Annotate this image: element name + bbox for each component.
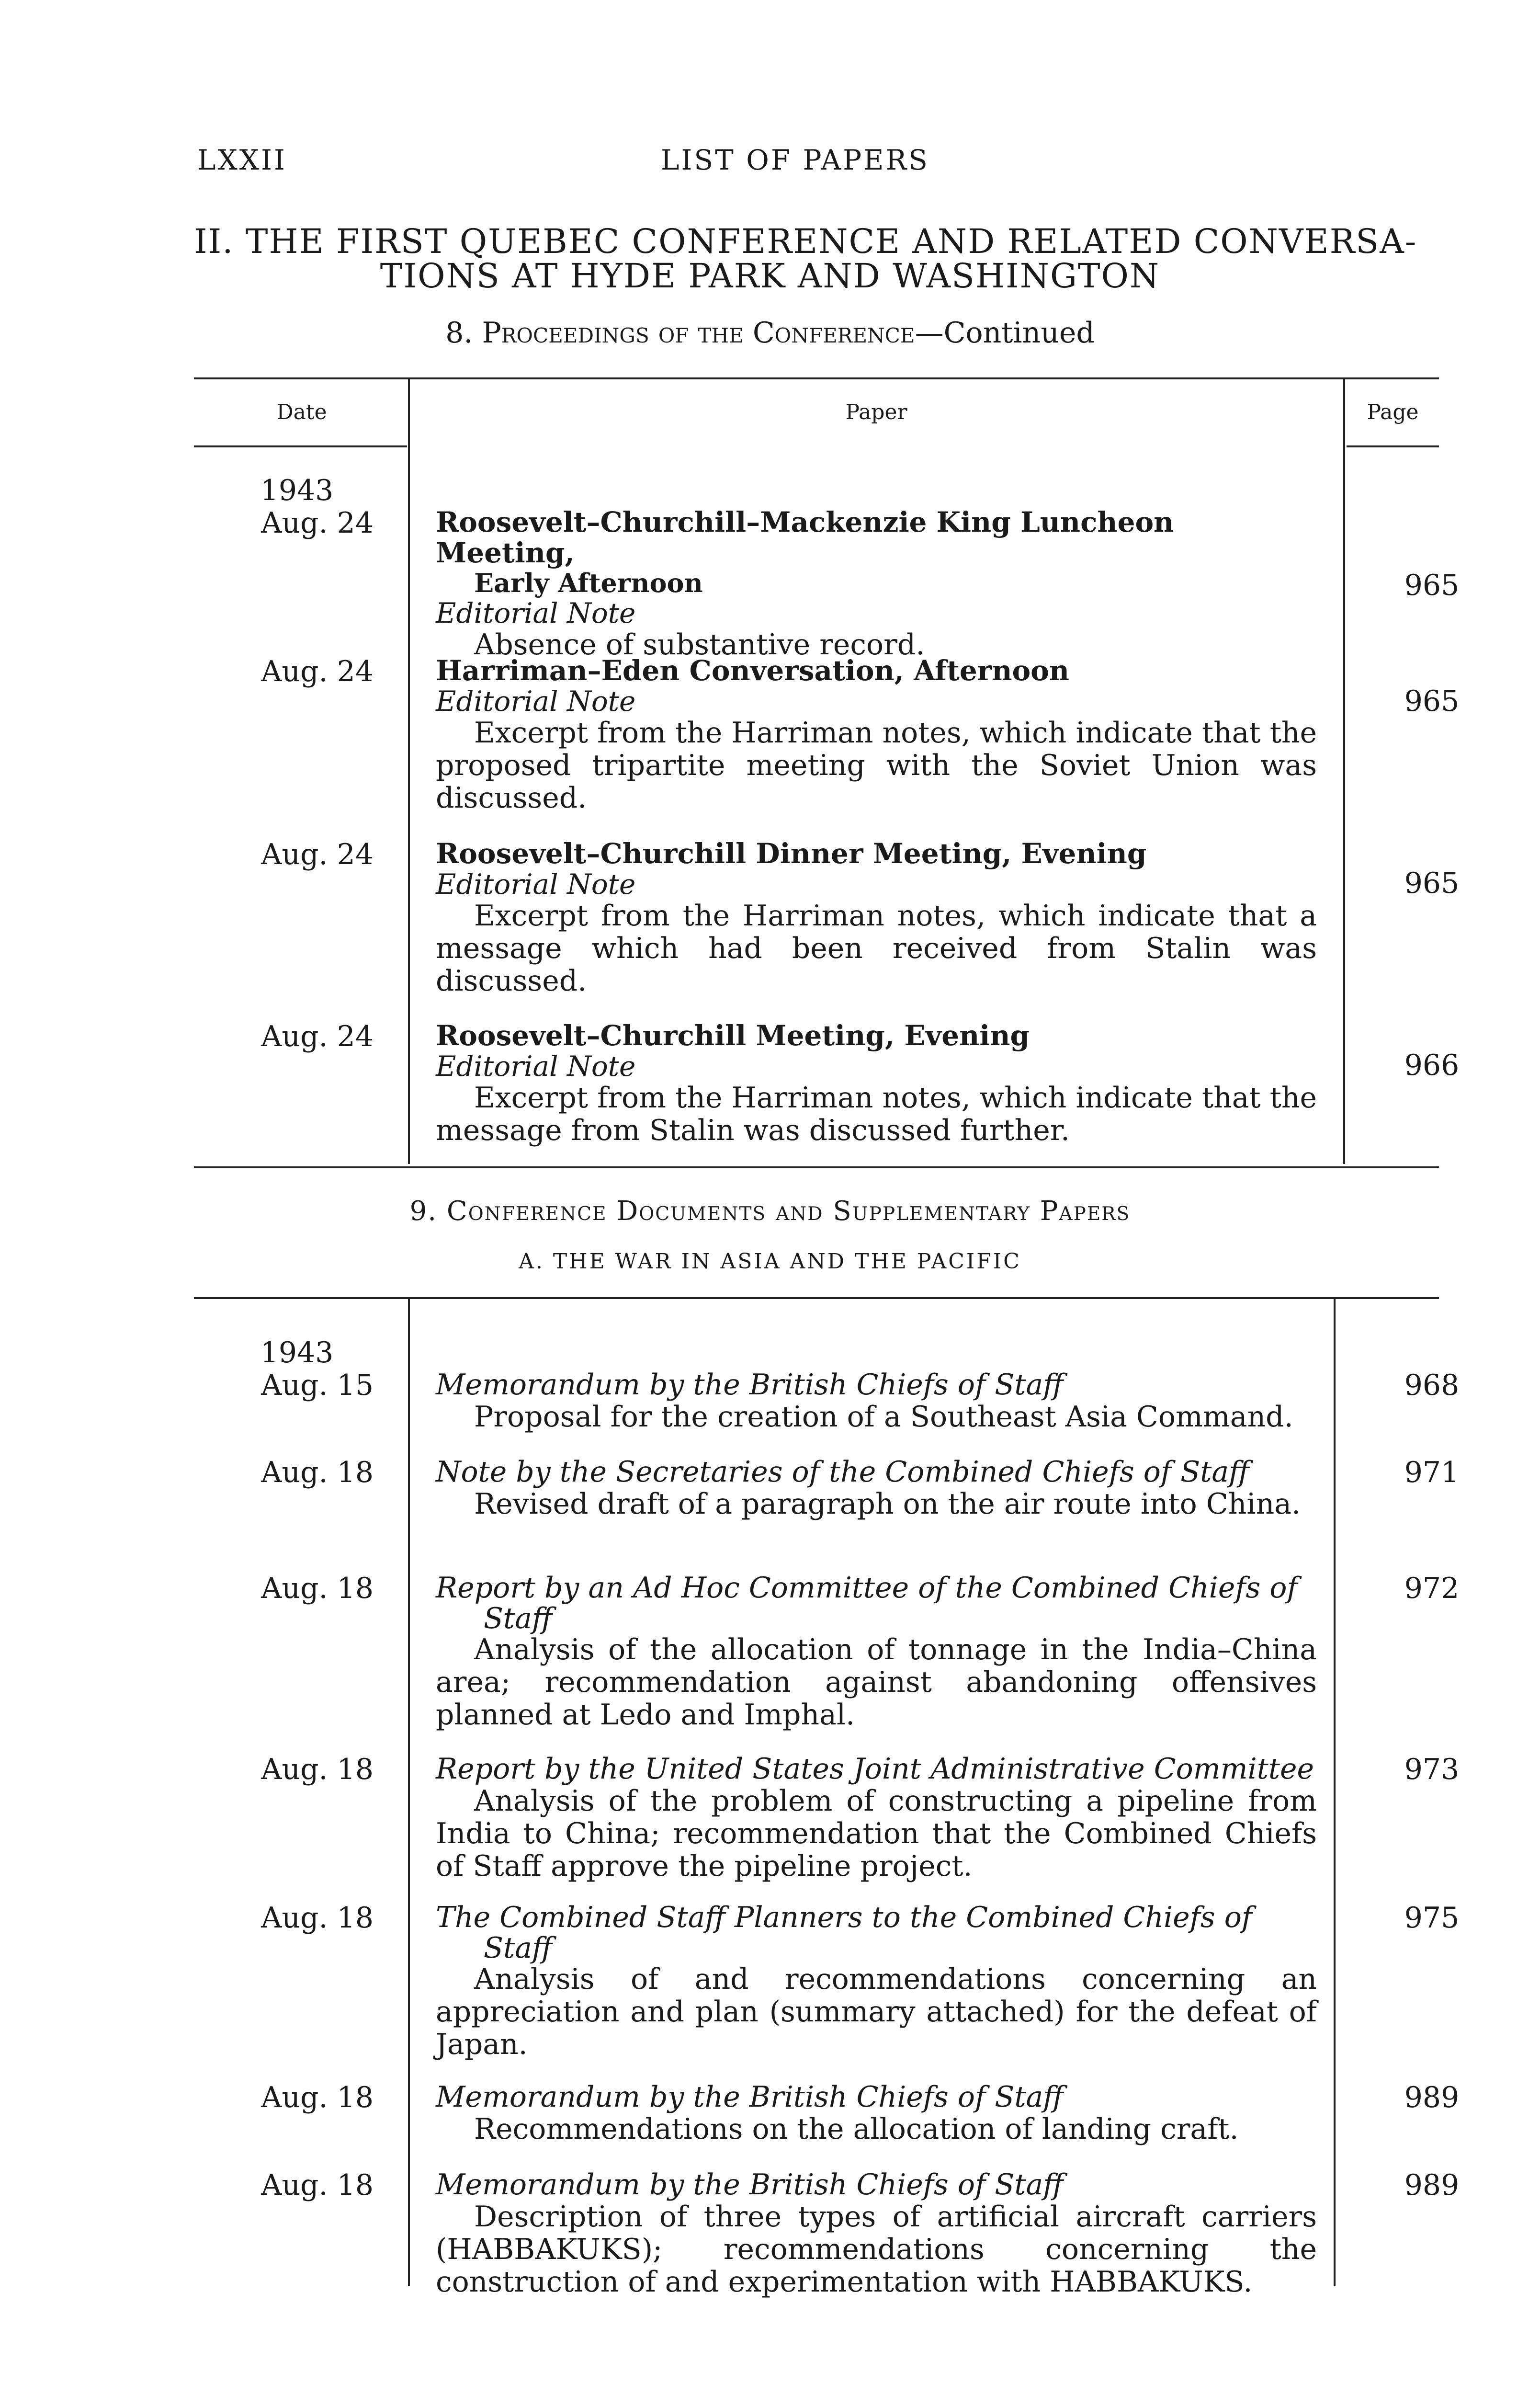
entry-title: Memorandum by the British Chiefs of Staff <box>436 1368 1064 1402</box>
page-ref: 989 <box>1404 2081 1460 2114</box>
table2-top-rule <box>194 1297 1439 1299</box>
entry-title: Memorandum by the British Chiefs of Staff <box>436 2080 1064 2114</box>
entry-date: Aug. 15 <box>261 1369 374 1402</box>
entry-title-cont: Staff <box>484 1602 553 1635</box>
entry-title: The Combined Staff Planners to the Combined Chiefs of <box>436 1901 1253 1934</box>
table1-header-rule-page <box>1347 445 1439 447</box>
entry-title: Report by the United States Joint Administrative Committee <box>436 1752 1314 1786</box>
entry-description: Excerpt from the Harriman notes, which indicate that the proposed tripartite meeting with the Soviet Union was discussed. <box>436 716 1317 815</box>
running-title: LIST OF PAPERS <box>661 144 929 176</box>
editorial-note: Editorial Note <box>436 868 636 901</box>
entry-title: Roosevelt–Churchill Dinner Meeting, Evening <box>436 837 1147 870</box>
table-row <box>436 2081 1317 2145</box>
entry-date: Aug. 18 <box>261 1753 374 1786</box>
page-ref: 971 <box>1404 1456 1460 1489</box>
editorial-note: Editorial Note <box>436 1050 636 1083</box>
editorial-note: Editorial Note <box>436 597 636 629</box>
page-ref: 965 <box>1404 569 1460 602</box>
table-row <box>436 2169 1317 2298</box>
table2-col-divider-left <box>408 1298 410 2286</box>
page-ref: 975 <box>1404 1901 1460 1935</box>
table-row <box>436 838 1317 997</box>
part-heading-line1: II. THE FIRST QUEBEC CONFERENCE AND RELATED CONVERSA- <box>194 222 1417 261</box>
year-label: 1943 <box>260 1336 334 1369</box>
page-number: LXXII <box>197 144 287 176</box>
table-row <box>436 1020 1317 1147</box>
entry-description: Proposal for the creation of a Southeast Asia Command. <box>474 1400 1293 1434</box>
entry-title: Memorandum by the British Chiefs of Staff <box>436 2168 1064 2201</box>
entry-description: Recommendations on the allocation of landing craft. <box>474 2112 1239 2146</box>
table-row <box>436 1902 1317 2061</box>
entry-date: Aug. 24 <box>261 1020 374 1053</box>
entry-date: Aug. 18 <box>261 2081 374 2114</box>
table-row <box>436 1753 1317 1882</box>
page-ref: 966 <box>1404 1049 1460 1082</box>
entry-title-cont: Staff <box>484 1931 553 1965</box>
table1-col-divider-right <box>1343 378 1345 1164</box>
entry-date: Aug. 18 <box>261 1456 374 1489</box>
table-row <box>436 1369 1317 1433</box>
page-ref: 989 <box>1404 2168 1460 2202</box>
page-ref: 968 <box>1404 1369 1460 1402</box>
entry-date: Aug. 24 <box>261 655 374 688</box>
col-header-page: Page <box>1367 400 1419 424</box>
entry-description: Analysis of the problem of constructing a pipeline from India to China; recommendation that the Combined Chiefs of Staff approve the pipeline project. <box>436 1784 1317 1883</box>
section9-heading: 9. Conference Documents and Supplementary Papers <box>409 1196 1131 1227</box>
section8-title-cont: —Continued <box>915 316 1095 350</box>
entry-date: Aug. 18 <box>261 2168 374 2202</box>
table1-top-rule <box>194 377 1439 379</box>
entry-date: Aug. 24 <box>261 838 374 871</box>
part-heading-line2: TIONS AT HYDE PARK AND WASHINGTON <box>380 256 1160 296</box>
page-ref: 965 <box>1404 867 1460 900</box>
entry-title: Roosevelt–Churchill Meeting, Evening <box>436 1019 1030 1052</box>
table2-col-divider-right <box>1334 1298 1336 2286</box>
entry-description: Excerpt from the Harriman notes, which indicate that a message which had been received from Stalin was discussed. <box>436 899 1317 998</box>
table-row <box>436 507 1317 661</box>
entry-date: Aug. 18 <box>261 1901 374 1935</box>
entry-description: Analysis of the allocation of tonnage in the India–China area; recommendation against abandoning offensives planned at Ledo and Imphal. <box>436 1633 1317 1732</box>
entry-title-cont: Early Afternoon <box>474 568 703 598</box>
section8-title: 8. Proceedings of the Conference <box>445 316 915 350</box>
table1-bottom-rule <box>194 1166 1439 1168</box>
entry-title: Report by an Ad Hoc Committee of the Combined Chiefs of <box>436 1571 1298 1605</box>
entry-description: Revised draft of a paragraph on the air route into China. <box>474 1487 1301 1521</box>
entry-description: Absence of substantive record. <box>474 628 925 661</box>
table-row <box>436 1572 1317 1731</box>
entry-title: Note by the Secretaries of the Combined Chiefs of Staff <box>436 1455 1249 1489</box>
section8-heading <box>0 316 1540 350</box>
entry-title: Harriman–Eden Conversation, Afternoon <box>436 654 1070 687</box>
year-label: 1943 <box>260 474 334 507</box>
table1-col-divider-left <box>408 378 410 1164</box>
entry-title: Roosevelt–Churchill–Mackenzie King Luncheon Meeting, <box>436 506 1174 569</box>
col-header-paper: Paper <box>845 400 907 424</box>
editorial-note: Editorial Note <box>436 685 636 718</box>
table-row <box>436 655 1317 814</box>
table1-header-rule-date <box>194 445 407 447</box>
entry-description: Description of three types of artificial aircraft carriers (HABBAKUKS); recommendations concerning the construction of and experimentation with HABBAKUKS. <box>436 2200 1317 2299</box>
col-header-date: Date <box>276 400 327 424</box>
entry-description: Excerpt from the Harriman notes, which indicate that the message from Stalin was discussed further. <box>436 1081 1317 1147</box>
section9-subheading: A. THE WAR IN ASIA AND THE PACIFIC <box>519 1249 1021 1274</box>
page-ref: 965 <box>1404 684 1460 718</box>
entry-date: Aug. 18 <box>261 1572 374 1605</box>
entry-description: Analysis of and recommendations concerning an appreciation and plan (summary attached) for the defeat of Japan. <box>436 1962 1317 2061</box>
table-row <box>436 1456 1317 1520</box>
page-ref: 973 <box>1404 1753 1460 1786</box>
entry-date: Aug. 24 <box>261 506 374 540</box>
page-ref: 972 <box>1404 1572 1460 1605</box>
